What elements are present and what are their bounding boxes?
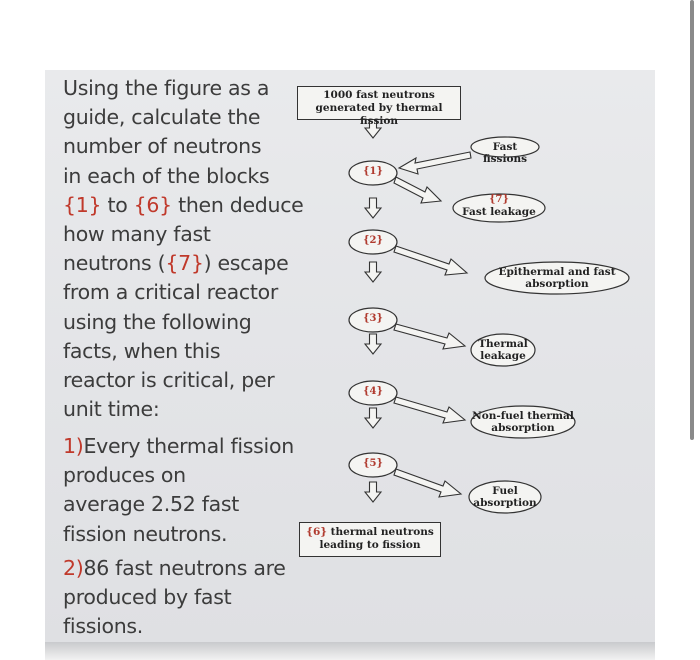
question-line: unit time: [63,397,160,422]
nonfuel-group [471,410,575,434]
fast-fissions-label: Fast fissions [483,141,527,165]
output-box [299,522,441,557]
flow-down-arrow [365,334,381,354]
question-line: Using the figure as a [63,76,270,100]
nonfuel-label: absorption [491,422,555,434]
photo-bottom-edge [45,642,655,660]
flow-down-arrow [365,262,381,282]
block-7-ref: {7} [165,251,204,276]
output-box-line [300,526,440,539]
epithermal-label: Epithermal and fast [498,266,616,278]
fuel-absorption-group [469,485,541,509]
flow-down-arrow [365,408,381,428]
thermal-leakage-label: Thermal [478,338,528,350]
neutrons-pre: neutrons ( [63,251,166,276]
fact-2-text: 86 fast neutrons are [83,556,286,580]
block-4-label: {4} [363,386,383,397]
block-3-label: {3} [363,313,383,324]
scrollbar[interactable] [690,0,694,440]
range-tail: then deduce [178,192,304,217]
fast-leakage-group [453,194,545,218]
source-box-line: 1000 fast neutrons [323,89,435,101]
source-box-line: generated by thermal fission [315,102,443,127]
fact-line: fissions. [63,614,144,639]
source-box [297,86,461,127]
flow-down-arrow [365,482,381,502]
leakage-arrow [394,177,441,203]
output-box-text: thermal neutrons [327,526,434,538]
fact-line: average 2.52 fast [63,492,239,517]
nonfuel-arrow [394,397,465,423]
fuel-absorption-label: absorption [473,497,537,509]
fuel-absorption-label: Fuel [492,485,518,497]
question-line: guide, calculate the [63,105,261,130]
fast-leakage-label: Fast leakage [462,206,536,218]
fact-line: produced by fast [63,585,232,610]
block-7-label: {7} [489,194,509,205]
epithermal-group [485,266,629,290]
question-line: using the following [63,309,252,334]
fact-1-number: 1) [63,434,84,458]
question-line: how many fast [63,222,211,247]
question-line: number of neutrons [63,134,262,159]
block-5-label: {5} [363,458,383,469]
question-line: from a critical reactor [63,280,279,305]
nonfuel-label: Non-fuel thermal [472,410,574,422]
question-line: in each of the blocks [63,163,270,188]
block-2-label: {2} [363,235,383,246]
output-box-line: leading to fission [319,539,421,551]
fact-2-number: 2) [63,556,84,580]
thermal-leakage-label: leakage [480,350,526,362]
epithermal-arrow [394,246,467,275]
thermal-leakage-arrow [394,324,465,349]
range-end: {6} [133,192,172,217]
block-6-label: {6} [306,526,327,538]
fact-line: fission neutrons. [63,521,228,546]
fuel-absorption-arrow [394,469,461,497]
photo-frame [45,70,655,642]
question-line: facts, when this [63,338,221,363]
question-line: reactor is critical, per [63,368,275,393]
range-to: to [107,192,128,217]
flow-down-arrow [365,198,381,218]
epithermal-label: absorption [525,278,589,290]
block-1-label: {1} [363,166,383,177]
fact-1-text: Every thermal fission [83,434,294,458]
thermal-leakage-group [471,338,535,362]
fact-line: produces on [63,463,186,488]
neutrons-post: ) escape [203,251,289,276]
range-start: {1} [63,192,102,217]
fast-fissions-arrow [399,152,471,174]
